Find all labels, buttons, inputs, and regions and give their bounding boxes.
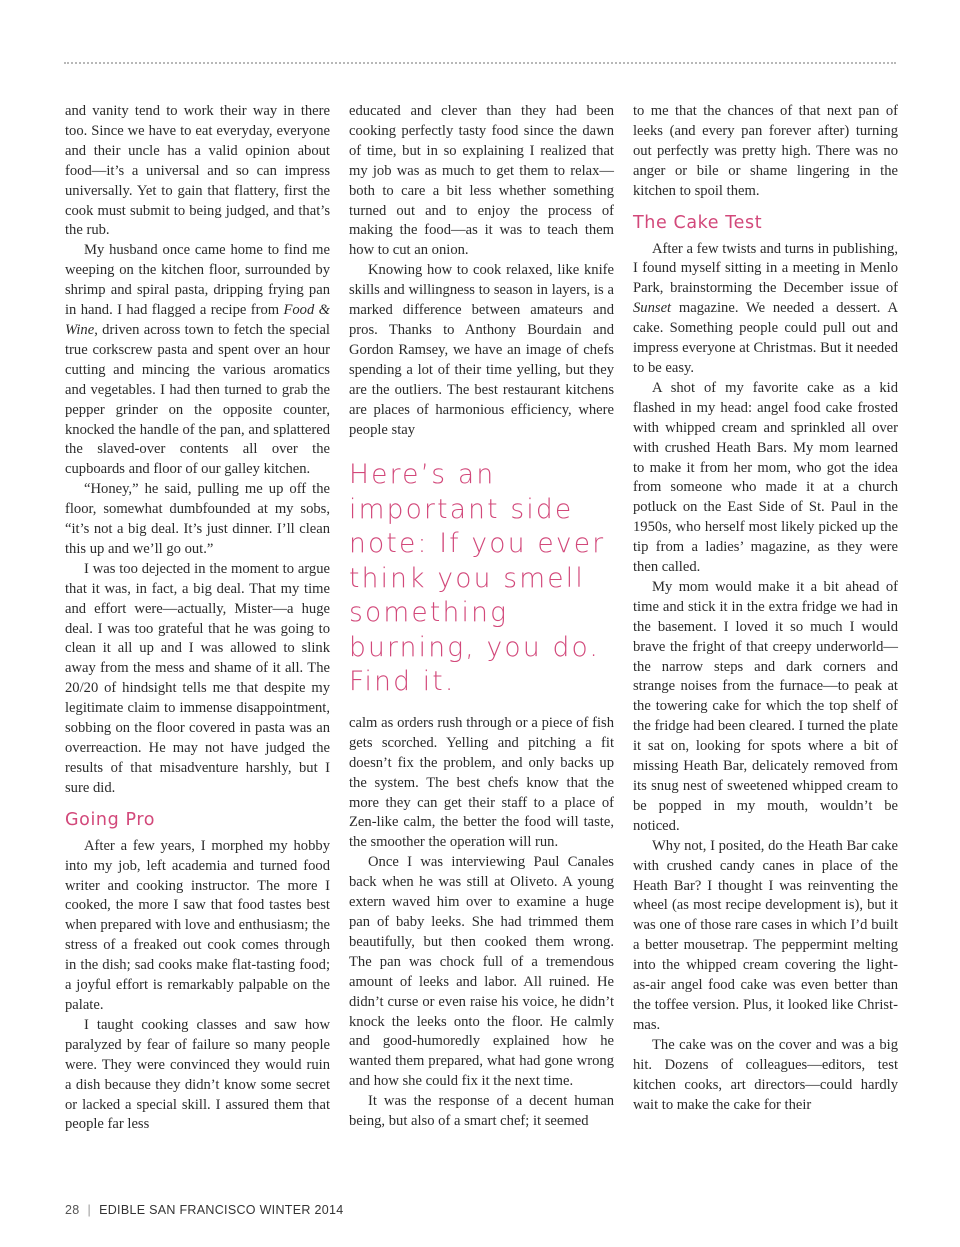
top-dotted-rule [64,62,896,64]
paragraph: A shot of my favorite cake as a kid flashed in my head: angel food cake frosted with whipped cream and sprinkled all over with crushed Heath Bars. My mom learned to make it from her mom, who got the idea from someone who made it at a church potluck on the East Side of St. Paul in the 1950s, who herself most likely picked up the tip from a ladies’ magazine, as they were then called. [633,379,898,576]
paragraph: calm as orders rush through or a piece of fish gets scorched. Yelling and pitching a fit doesn’t fix the problem, and only backs up the system. The best chefs know that the more they can get their staff to a place of Zen-like calm, the better the food will taste, the smoother the operation will run. [349,714,614,851]
page-footer [65,1203,343,1217]
paragraph: Why not, I posited, do the Heath Bar cake with crushed candy canes in place of the Heath Bar? I thought I was reinventing the wheel (as most recipe development is), but it was one of those rare cases in which I’d built a better mousetrap. The peppermint melting into the whipped cream covering the light-as-air angel food cake was even better than the toffee version. Plus, it looked like Christmas. [633,837,898,1033]
section-heading-cake-test: The Cake Test [633,212,763,233]
paragraph: to me that the chances of that next pan of leeks (and every pan forever after) turning out perfectly was pretty high. There was no anger or bile or shame lingering in the kitchen to spoil them. [633,103,898,199]
magazine-title-italic: Food & Wine [65,302,330,338]
paragraph: Once I was interviewing Paul Canales back when he was still at Oliveto. A young extern waved him over to examine a huge pan of baby leeks. She had trimmed them beautifully, but then cooked them wrong. The pan was chock full of a tremendous amount of leeks and labor. All ruined. He didn’t curse or even raise his voice, he didn’t knock the leeks onto the floor. He calmly and good-humoredly explained how he wanted them prepared, what had gone wrong and how she could fix it the next time. [349,854,614,1090]
paragraph: “Honey,” he said, pulling me up off the floor, somewhat dumbfounded at my sobs, “it’s not a big deal. It’s just dinner. I’ll clean this up and we’ll go out.” [65,481,330,557]
text-run: My husband once came home to find me weeping on the kitchen floor, surrounded by shrimp and spiral pasta, dripping frying pan in hand. I had flagged a recipe from [65,242,330,319]
page-number: 28 [65,1203,80,1217]
paragraph: My mom would make it a bit ahead of time and stick it in the extra fridge we had in the basement. I loved it so much I would brave the fright of that creepy underworld—the narrow steps and dark corners and strange noises from the furnace—to peak at the towering cake for which the top shelf of the fridge had been cleared. I turned the plate it sat on, looking for spots where a bit of missing Heath Bar, delicately removed from its snug nest of sweetened whipped cream to be popped in my mouth, wouldn’t be noticed. [633,578,898,834]
paragraph: It was the response of a decent human being, but also of a smart chef; it seemed [349,1093,614,1130]
paragraph: and vanity tend to work their way in there too. Since we have to eat everyday, everyone and their uncle has a valid opinion about food—it’s a universal and so can impress universally. Yet to gain that flattery, first the cook must submit to being judged, and that’s the rub. [65,103,330,239]
footer-separator: | [87,1203,92,1217]
article-column-2 [349,102,614,1132]
paragraph: The cake was on the cover and was a big hit. Dozens of colleagues—editors, test kitchen cooks, art directors—could hardly wait to make the cake for their [633,1036,898,1113]
article-column-3 [633,102,898,1115]
paragraph [65,241,330,480]
article-column-1 [65,102,330,1135]
section-heading-going-pro: Going Pro [65,809,156,830]
text-run: After a few twists and turns in publishing, I found myself sitting in a meeting in Menlo Park, brainstorming the December issue of [633,240,898,297]
pull-quote: Here’s an important side note: If you ever think you smell something burning, you do. Find it. [349,459,606,698]
text-run: , driven across town to fetch the special true corkscrew pasta and spent over an hour cutting and mincing the various aromatics and vegetables. I had then turned to grab the pepper grinder on the opposite counter, knocked the handle of the pan, and splattered the slaved-over contents all over the cupboards and floor of our galley kitchen. [65,321,330,478]
magazine-title-italic: Sunset [633,300,672,317]
paragraph: I was too dejected in the moment to argue that it was, in fact, a big deal. That my time and effort were—actually, Mister—a huge deal. I was too grateful that he was going to clean it all up and I was allowed to slink away from the mess and shame of it all. The 20/20 of hindsight tells me that despite my legitimate claim to immense disappointment, sobbing on the floor covered in pasta was an overreaction. He may not have judged the results of that misadventure harshly, but I sure did. [65,560,330,796]
paragraph [633,240,898,379]
text-run: magazine. We needed a dessert. A cake. Something people could pull out and impress everyone at Christmas. But it needed to be easy. [633,300,898,376]
publication-name: EDIBLE SAN FRANCISCO WINTER 2014 [99,1203,344,1217]
paragraph: I taught cooking classes and saw how paralyzed by fear of failure so many people were. They were convinced they would ruin a dish because they didn’t know some secret or lacked a special skill. I assured them that people far less [65,1016,330,1133]
paragraph: educated and clever than they had been cooking perfectly tasty food since the dawn of time, but in so explaining I realized that my job was as much to get them to relax—both to care a bit less whether something turned out and to enjoy the process of making the food—as it was to teach them how to cut an onion. [349,103,614,259]
paragraph: Knowing how to cook relaxed, like knife skills and willingness to season in layers, is a marked difference between amateurs and pros. Thanks to Anthony Bourdain and Gordon Ramsey, we have an image of chefs spending a lot of their time yelling, but they are the outliers. The best restaurant kitchens are places of harmonious efficiency, where people stay [349,262,614,438]
paragraph: After a few years, I morphed my hobby into my job, left academia and turned food writer and cooking instructor. The more I cooked, the more I saw that food tastes best when prepared with love and enthusiasm; the stress of a freaked out cook comes through in the dish; sad cooks make flat-tasting food; a joyful effort is remarkably palpable on the palate. [65,837,330,1013]
